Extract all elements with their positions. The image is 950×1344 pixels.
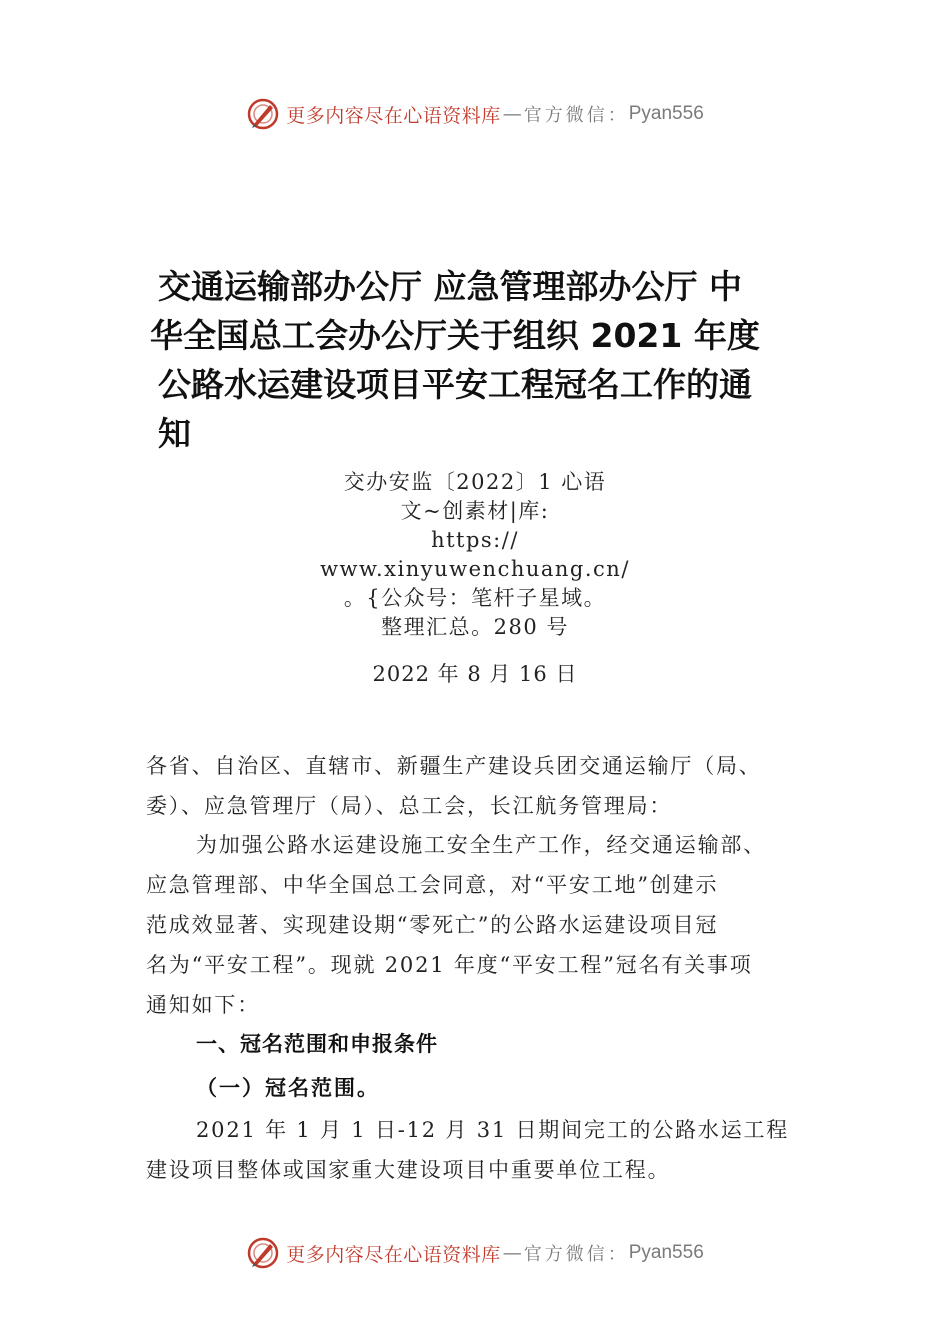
doc-number-line: 整理汇总。280 号	[381, 615, 569, 639]
doc-number-line: 。{公众号：笔杆子星域。	[343, 586, 607, 610]
document-title	[150, 262, 810, 458]
intro-paragraph	[146, 825, 836, 1025]
paragraph-line: 2021 年 1 月 1 日-12 月 31 日期间完工的公路水运工程	[196, 1118, 790, 1142]
watermark-text: 更多内容尽在心语资料库	[286, 104, 501, 127]
document-date: 2022 年 8 月 16 日	[372, 662, 578, 686]
watermark-footer	[0, 1233, 950, 1273]
watermark-separator: —	[502, 103, 522, 125]
doc-number-line: www.xinyuwenchuang.cn/	[320, 557, 630, 581]
paragraph-line: 范成效显著、实现建设期“零死亡”的公路水运建设项目冠	[146, 913, 719, 937]
paragraph-line: 建设项目整体或国家重大建设项目中重要单位工程。	[146, 1158, 671, 1182]
title-line: 交通运输部办公厅 应急管理部办公厅 中	[158, 267, 742, 306]
doc-number-line: 文~创素材|库:	[400, 499, 550, 523]
section-heading: 一、冠名范围和申报条件	[196, 1032, 438, 1056]
paragraph-line: 通知如下：	[146, 993, 260, 1017]
doc-number-line: https://	[431, 528, 519, 552]
paragraph-line: 应急管理部、中华全国总工会同意，对“平安工地”创建示	[146, 873, 719, 897]
watermark-header	[0, 94, 950, 134]
watermark-separator: —	[502, 1242, 522, 1264]
subsection-heading: （一）冠名范围。	[196, 1076, 380, 1100]
title-line: 知	[158, 414, 191, 453]
watermark-label: 官方微信：	[523, 1244, 629, 1265]
addressee-line: 委）、应急管理厅（局）、总工会，长江航务管理局：	[146, 794, 673, 818]
section-paragraph	[146, 1110, 836, 1190]
document-number	[300, 468, 650, 642]
watermark-id: Pyan556	[628, 103, 704, 124]
doc-number-line: 交办安监〔2022〕1 心语	[343, 470, 607, 494]
pen-logo-icon	[246, 1236, 280, 1270]
title-line: 华全国总工会办公厅关于组织 2021 年度	[150, 316, 760, 355]
paragraph-line: 名为“平安工程”。现就 2021 年度“平安工程”冠名有关事项	[146, 953, 753, 977]
title-line: 公路水运建设项目平安工程冠名工作的通	[158, 365, 752, 404]
pen-logo-icon	[246, 97, 280, 131]
addressee	[146, 746, 836, 826]
watermark-label: 官方微信：	[523, 105, 629, 126]
watermark-text: 更多内容尽在心语资料库	[286, 1243, 501, 1266]
addressee-line: 各省、自治区、直辖市、新疆生产建设兵团交通运输厅（局、	[146, 754, 762, 778]
watermark-id: Pyan556	[628, 1242, 704, 1263]
paragraph-line: 为加强公路水运建设施工安全生产工作，经交通运输部、	[196, 833, 766, 857]
